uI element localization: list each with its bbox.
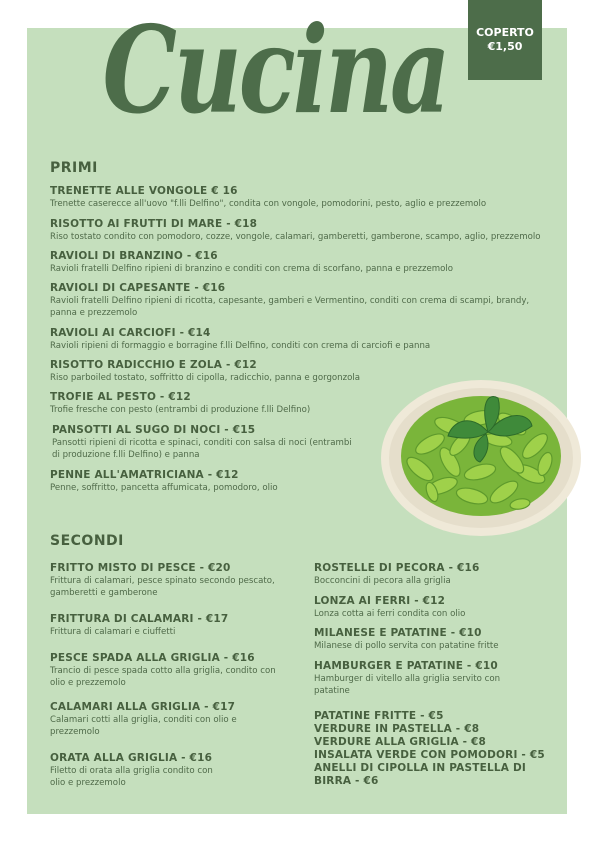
menu-item [50,250,555,275]
dish-description: Riso parboiled tostato, soffritto di cipolla, radicchio, panna e gorgonzola [50,373,361,383]
menu-item [50,469,370,494]
dish-description: Riso tostato condito con pomodoro, cozze, vongole, calamari, gamberetti, gamberone, scampo, aglio, prezzemolo [50,232,541,242]
menu-item [314,660,529,697]
dish-description: Lonza cotta ai ferri condita con olio [314,609,466,619]
dish-description: Trofie fresche con pesto (entrambi di produzione f.lli Delfino) [50,405,311,415]
section-title-secondi: SECONDI [50,533,124,549]
extra-item: BIRRA - €6 [314,775,379,787]
menu-item [50,185,555,210]
dish-name: ROSTELLE DI PECORA - €16 [314,562,480,574]
dish-name: MILANESE E PATATINE - €10 [314,627,482,639]
dish-name: PENNE ALL'AMATRICIANA - €12 [50,469,239,481]
extra-item: VERDURE ALLA GRIGLIA - €8 [314,736,487,748]
extra-item: VERDURE IN PASTELLA - €8 [314,723,480,735]
dish-name: FRITTURA DI CALAMARI - €17 [50,613,229,625]
dish-name: TROFIE AL PESTO - €12 [50,391,191,403]
menu-item [314,562,554,587]
dish-name: HAMBURGER E PATATINE - €10 [314,660,498,672]
dish-description: Pansotti ripieni di ricotta e spinaci, conditi con salsa di noci (entrambi di produzione f.lli Delfino) e panna [52,438,352,460]
dish-description: Filetto di orata alla griglia condito con olio e prezzemolo [50,766,213,788]
dish-description: Frittura di calamari, pesce spinato secondo pescato, gamberetti e gamberone [50,576,275,598]
page-title-text: Cucina [102,2,448,132]
dish-name: FRITTO MISTO DI PESCE - €20 [50,562,231,574]
extras-list [314,710,545,788]
menu-item [50,218,555,243]
menu-item [50,282,540,319]
menu-item [50,327,520,352]
page-title [95,2,455,132]
coperto-label: COPERTO [476,26,534,39]
dish-description: Bocconcini di pecora alla griglia [314,576,451,586]
menu-item [50,652,280,689]
dish-name: PANSOTTI AL SUGO DI NOCI - €15 [52,424,256,436]
dish-name: RISOTTO RADICCHIO E ZOLA - €12 [50,359,257,371]
dish-description: Ravioli fratelli Delfino ripieni di ricotta, capesante, gamberi e Vermentino, conditi con crema di scampi, brandy, panna e prezzemolo [50,296,530,318]
dish-name: ORATA ALLA GRIGLIA - €16 [50,752,213,764]
extra-item: INSALATA VERDE CON POMODORI - €5 [314,749,545,761]
menu-item [50,562,275,599]
dish-description: Ravioli fratelli Delfino ripieni di branzino e conditi con crema di scorfano, panna e prezzemolo [50,264,454,274]
dish-name: RAVIOLI DI BRANZINO - €16 [50,250,218,262]
extra-item: ANELLI DI CIPOLLA IN PASTELLA DI [314,762,526,774]
dish-description: Hamburger di vitello alla griglia servito con patatine [314,674,501,696]
dish-name: TRENETTE ALLE VONGOLE € 16 [50,185,238,197]
dish-name: RAVIOLI AI CARCIOFI - €14 [50,327,211,339]
menu-item [52,424,352,461]
dish-name: LONZA AI FERRI - €12 [314,595,446,607]
menu-item [50,613,275,638]
coperto-badge [468,0,542,80]
menu-item [50,701,260,738]
pasta-plate-icon [380,374,582,538]
dish-name: CALAMARI ALLA GRIGLIA - €17 [50,701,236,713]
coperto-price: €1,50 [487,40,523,53]
extra-item: PATATINE FRITTE - €5 [314,710,444,722]
dish-description: Calamari cotti alla griglia, conditi con olio e prezzemolo [50,715,237,737]
dish-name: RAVIOLI DI CAPESANTE - €16 [50,282,226,294]
dish-name: PESCE SPADA ALLA GRIGLIA - €16 [50,652,255,664]
dish-description: Milanese di pollo servita con patatine fritte [314,641,499,651]
menu-item [314,595,554,620]
menu-item [314,627,554,652]
dish-description: Ravioli ripieni di formaggio e borragine f.lli Delfino, conditi con crema di carciofi e panna [50,341,431,351]
menu-item [50,391,370,416]
dish-description: Frittura di calamari e ciuffetti [50,627,176,637]
dish-description: Penne, soffritto, pancetta affumicata, pomodoro, olio [50,483,278,493]
menu-item [50,752,215,789]
section-title-primi: PRIMI [50,160,98,176]
dish-description: Trenette caserecce all'uovo "f.lli Delfino", condita con vongole, pomodorini, pesto, aglio e prezzemolo [50,199,487,209]
dish-description: Trancio di pesce spada cotto alla griglia, condito con olio e prezzemolo [50,666,276,688]
dish-name: RISOTTO AI FRUTTI DI MARE - €18 [50,218,258,230]
